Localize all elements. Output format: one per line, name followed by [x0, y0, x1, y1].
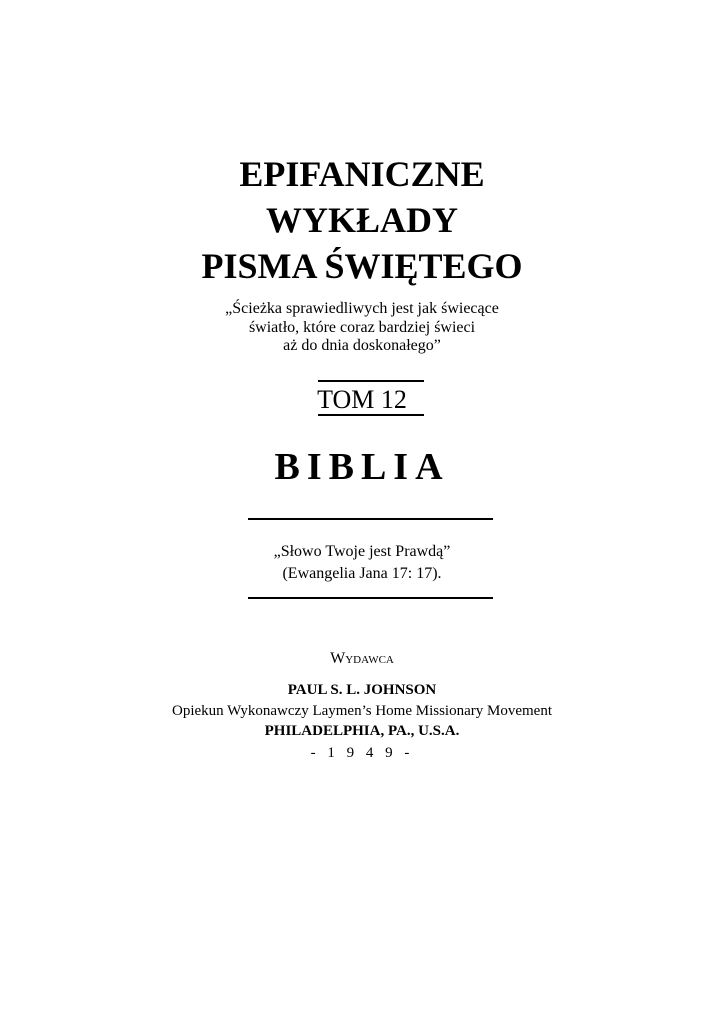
volume-top-rule	[318, 380, 424, 382]
scripture-quote: „Słowo Twoje jest Prawdą”	[273, 543, 451, 560]
book-title: BIBLIA	[274, 446, 450, 488]
publisher-heading: Wydawca	[330, 650, 394, 667]
quote-top-rule	[248, 518, 493, 520]
publication-year: - 1 9 4 9 -	[310, 745, 414, 761]
volume-label: TOM 12	[317, 385, 407, 414]
quote-bottom-rule	[248, 597, 493, 599]
title-line-2: WYKŁADY	[265, 200, 458, 240]
scripture-reference: (Ewangelia Jana 17: 17).	[282, 565, 442, 582]
title-line-3: PISMA ŚWIĘTEGO	[201, 246, 523, 286]
motto-line-1: „Ścieżka sprawiedliwych jest jak świecące	[225, 300, 499, 317]
motto-line-2: światło, które coraz bardziej świeci	[248, 319, 476, 336]
motto-line-3: aż do dnia doskonałego”	[283, 337, 441, 354]
volume-bottom-rule	[318, 414, 424, 416]
publisher-name: PAUL S. L. JOHNSON	[287, 682, 437, 698]
publisher-city: PHILADELPHIA, PA., U.S.A.	[264, 723, 460, 739]
title-line-1: EPIFANICZNE	[239, 154, 485, 194]
publisher-role: Opiekun Wykonawczy Laymen’s Home Missionary Movement	[172, 703, 552, 719]
